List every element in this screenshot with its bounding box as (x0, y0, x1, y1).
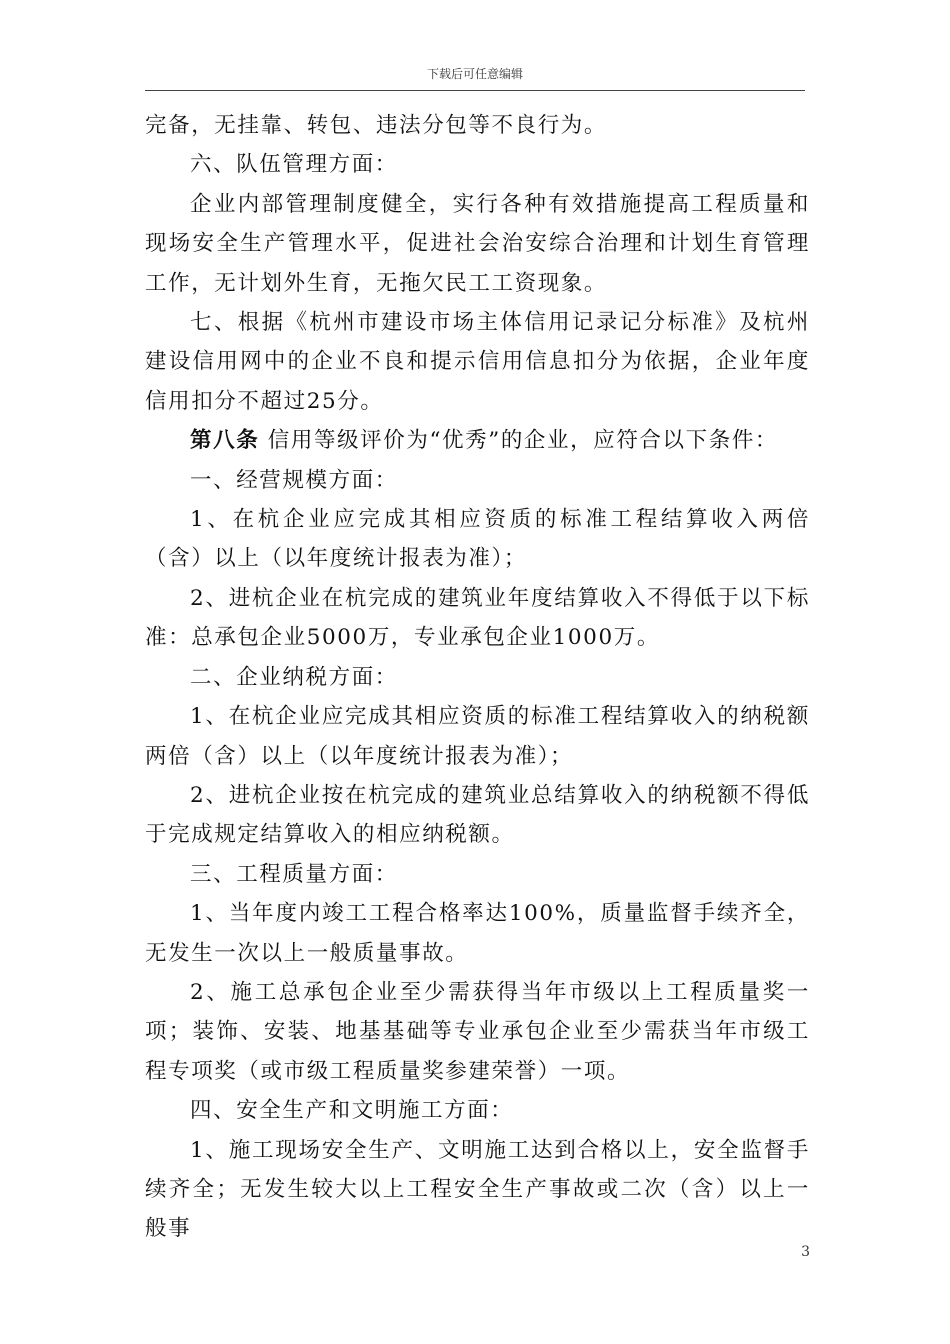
article-eight (145, 421, 810, 460)
paragraph-business-scale-1: 1、在杭企业应完成其相应资质的标准工程结算收入两倍（含）以上（以年度统计报表为准）； (145, 507, 810, 572)
paragraph-quality-1: 1、当年度内竣工工程合格率达100%，质量监督手续齐全，无发生一次以上一般质量事故。 (145, 901, 810, 966)
header-rule (145, 90, 805, 91)
paragraph-tax-2: 2、进杭企业按在杭完成的建筑业总结算收入的纳税额不得低于完成规定结算收入的相应纳税额。 (145, 782, 810, 848)
paragraph-business-scale-2: 2、进杭企业在杭完成的建筑业年度结算收入不得低于以下标准：总承包企业5000万，专业承包企业1000万。 (145, 585, 810, 651)
page-number: 3 (801, 1244, 810, 1260)
section-heading-safety: 四、安全生产和文明施工方面： (190, 1098, 514, 1124)
section-heading-quality: 三、工程质量方面： (190, 861, 398, 887)
paragraph-tax-1: 1、在杭企业应完成其相应资质的标准工程结算收入的纳税额两倍（含）以上（以年度统计报表为准）； (145, 704, 810, 769)
article-label: 第八条 (190, 428, 260, 454)
document-body (145, 106, 810, 1249)
paragraph-safety-1: 1、施工现场安全生产、文明施工达到合格以上，安全监督手续齐全；无发生较大以上工程安全生产事故或二次（含）以上一般事 (145, 1137, 810, 1242)
section-heading-tax: 二、企业纳税方面： (190, 664, 398, 690)
section-heading-team-management: 六、队伍管理方面： (190, 152, 398, 178)
page-header: 下载后可任意编辑 (426, 67, 523, 81)
section-heading-business-scale: 一、经营规模方面： (190, 467, 398, 493)
paragraph-continuation: 完备，无挂靠、转包、违法分包等不良行为。 (145, 113, 608, 138)
paragraph-credit-deduction: 七、根据《杭州市建设市场主体信用记录记分标准》及杭州建设信用网中的企业不良和提示信用信息扣分为依据，企业年度信用扣分不超过25分。 (145, 310, 810, 414)
paragraph-team-management: 企业内部管理制度健全，实行各种有效措施提高工程质量和现场安全生产管理水平，促进社会治安综合治理和计划生育管理工作，无计划外生育，无拖欠民工工资现象。 (145, 191, 810, 296)
paragraph-quality-2: 2、施工总承包企业至少需获得当年市级以上工程质量奖一项；装饰、安装、地基基础等专业承包企业至少需获当年市级工程专项奖（或市级工程质量奖参建荣誉）一项。 (145, 979, 810, 1084)
article-text: 信用等级评价为“优秀”的企业，应符合以下条件： (267, 428, 779, 454)
